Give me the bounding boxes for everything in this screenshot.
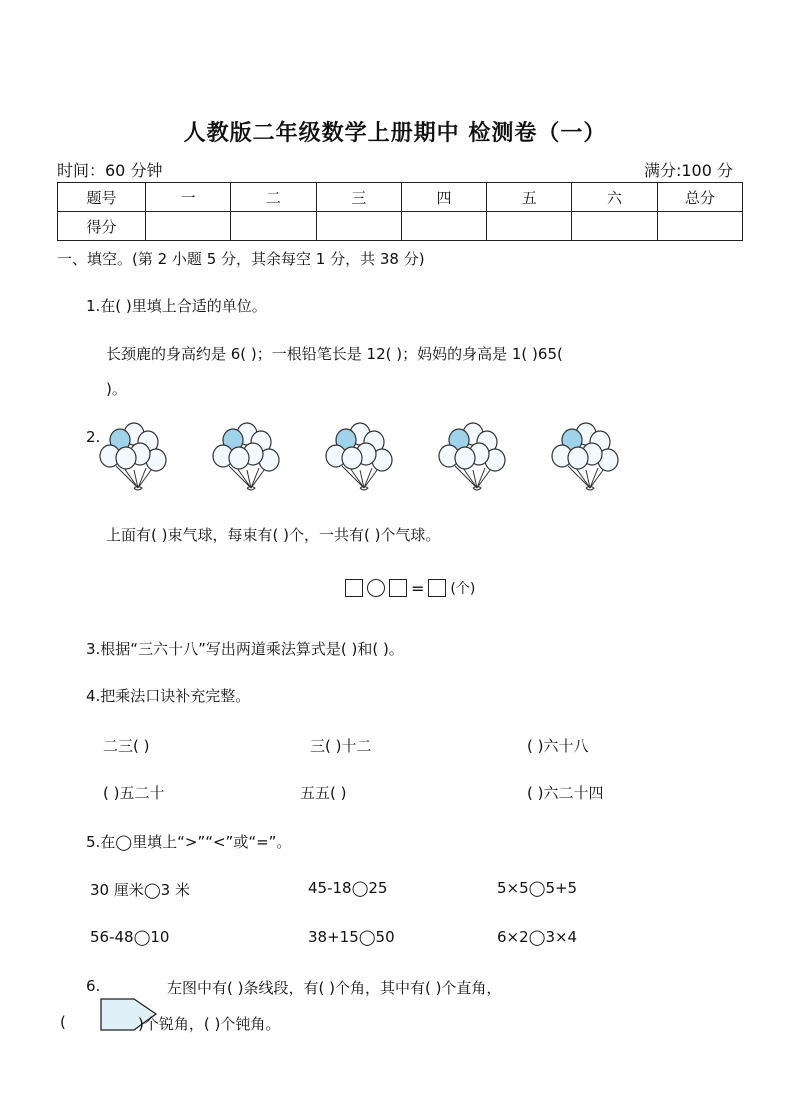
full-score: 满分:100 分 [643, 161, 733, 180]
q4-item: ( )六十八 [527, 737, 589, 755]
q2-number: 2. [86, 428, 101, 446]
score-cell[interactable] [146, 212, 231, 241]
header-cell: 五 [487, 183, 572, 212]
score-cell[interactable] [657, 212, 742, 241]
q1-line2: )。 [106, 380, 127, 398]
score-table [57, 182, 743, 241]
q4-item: 三( )十二 [310, 737, 372, 755]
header-cell: 一 [146, 183, 231, 212]
header-cell: 二 [231, 183, 316, 212]
q4-item: ( )六二十四 [527, 784, 604, 802]
operator-circle[interactable] [367, 579, 385, 597]
header-cell: 三 [316, 183, 401, 212]
header-cell: 六 [572, 183, 657, 212]
score-cell[interactable] [401, 212, 486, 241]
q2-equation [345, 578, 475, 598]
header-cell: 四 [401, 183, 486, 212]
score-cell[interactable] [572, 212, 657, 241]
page-title: 人教版二年级数学上册期中 检测卷（一） [183, 121, 607, 146]
q5-item: 5×5◯5+5 [497, 879, 578, 897]
equals-sign: = [411, 578, 425, 598]
time-limit: 时间：60 分钟 [57, 161, 163, 180]
answer-box[interactable] [345, 579, 363, 597]
q5-item: 45-18◯25 [308, 879, 388, 897]
balloon-bunch [100, 423, 166, 490]
q1-prompt: 1.在( )里填上合适的单位。 [86, 297, 267, 315]
header-cell: 总分 [657, 183, 742, 212]
q2-text: 上面有( )束气球，每束有( )个，一共有( )个气球。 [106, 526, 441, 544]
score-table-header-row [58, 183, 743, 212]
q6-number: 6. [86, 977, 101, 995]
q6-open-paren: ( [60, 1013, 66, 1031]
q6-line2: )个锐角，( )个钝角。 [138, 1015, 281, 1033]
answer-box[interactable] [389, 579, 407, 597]
balloon-bunch [439, 423, 505, 490]
score-cell[interactable] [487, 212, 572, 241]
score-cell[interactable] [316, 212, 401, 241]
q6-line1: 左图中有( )条线段，有( )个角，其中有( )个直角， [167, 979, 502, 997]
balloon-bunch [552, 423, 618, 490]
q3-text: 3.根据“三六十八”写出两道乘法算式是( )和( )。 [86, 640, 404, 658]
balloon-bunches [96, 418, 686, 498]
header-cell: 题号 [58, 183, 146, 212]
q1-line1: 长颈鹿的身高约是 6( )；一根铅笔长是 12( )；妈妈的身高是 1( )65( [106, 345, 563, 363]
section-heading: 一、填空。(第 2 小题 5 分，其余每空 1 分，共 38 分) [57, 250, 425, 268]
q5-item: 6×2◯3×4 [497, 928, 578, 946]
q4-item: 五五( ) [300, 784, 347, 802]
q5-item: 56-48◯10 [90, 928, 170, 946]
score-cell[interactable] [231, 212, 316, 241]
balloon-bunch [213, 423, 279, 490]
q5-item: 38+15◯50 [308, 928, 395, 946]
balloon-bunch [326, 423, 392, 490]
score-table-score-row [58, 212, 743, 241]
q4-prompt: 4.把乘法口诀补充完整。 [86, 687, 251, 705]
q5-prompt: 5.在◯里填上“>”“<”或“=”。 [86, 833, 292, 851]
answer-box[interactable] [428, 579, 446, 597]
q5-item: 30 厘米◯3 米 [90, 881, 190, 899]
q4-item: 二三( ) [103, 737, 150, 755]
row-label: 得分 [58, 212, 146, 241]
q4-item: ( )五二十 [103, 784, 165, 802]
unit-label: (个) [450, 581, 476, 597]
